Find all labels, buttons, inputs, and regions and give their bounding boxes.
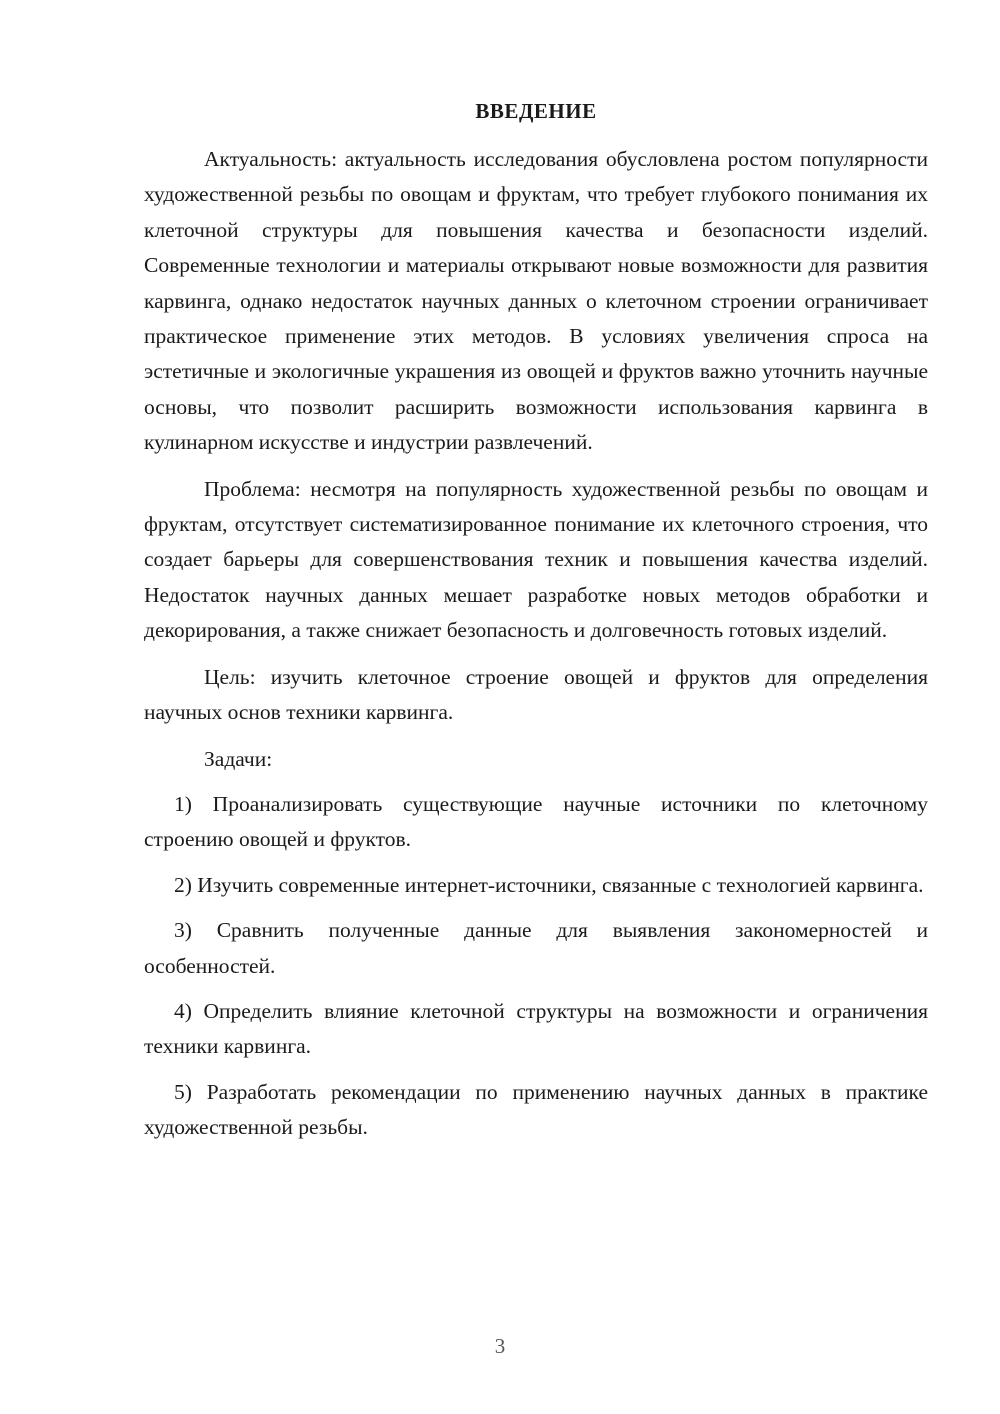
tasks-label: Задачи: (204, 746, 273, 771)
task-item: 4) Определить влияние клеточной структуры на возможности и ограничения техники карвинга. (144, 998, 928, 1059)
paragraph-problem: Проблема: несмотря на популярность художественной резьбы по овощам и фруктам, отсутствует систематизированное понимание их клеточного строения, что создает барьеры для совершенствования техник и повышения качества изделий. Недостаток научных данных мешает разработке новых методов обработки и декорирования, а также снижает безопасность и долговечность готовых изделий. (144, 476, 928, 643)
task-item: 2) Изучить современные интернет-источники, связанные с технологией карвинга. (174, 872, 924, 897)
paragraph-relevance: Актуальность: актуальность исследования обусловлена ростом популярности художественной резьбы по овощам и фруктам, что требует глубокого понимания их клеточной структуры для повышения качества и безопасности изделий. Современные технологии и материалы открывают новые возможности для развития карвинга, однако недостаток научных данных о клеточном строении ограничивает практическое применение этих методов. В условиях увеличения спроса на эстетичные и экологичные украшения из овощей и фруктов важно уточнить научные основы, что позволит расширить возможности использования карвинга в кулинарном искусстве и индустрии развлечений. (144, 147, 928, 455)
tasks-list (144, 787, 928, 1146)
page-number: 3 (494, 1334, 506, 1358)
section-heading: ВВЕДЕНИЕ (475, 99, 597, 123)
task-item: 3) Сравнить полученные данные для выявления закономерностей и особенностей. (144, 918, 928, 978)
task-item: 5) Разработать рекомендации по применению научных данных в практике художественной резьбы. (144, 1079, 928, 1140)
task-item: 1) Проанализировать существующие научные источники по клеточному строению овощей и фруктов. (144, 791, 928, 852)
document-page (144, 96, 928, 1146)
paragraph-goal: Цель: изучить клеточное строение овощей и фруктов для определения научных основ техники карвинга. (144, 664, 928, 725)
